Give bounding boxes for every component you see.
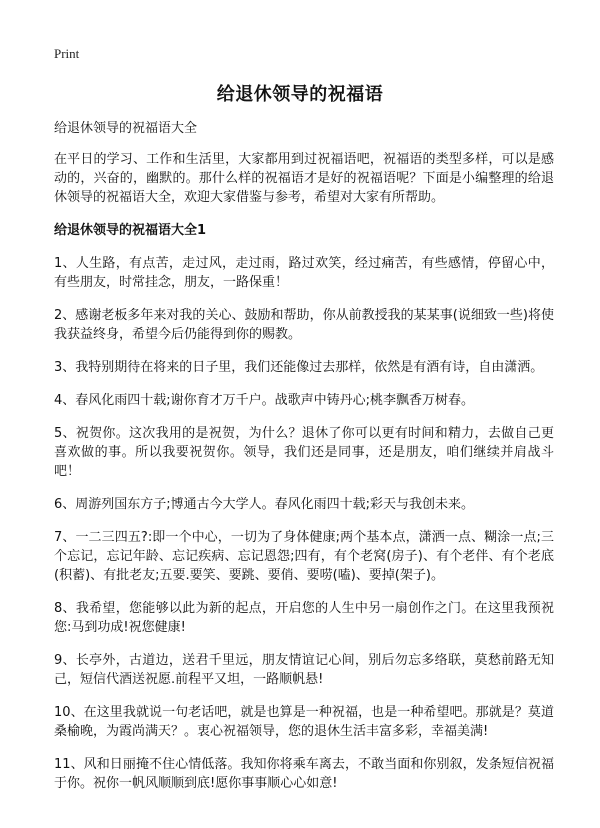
- blessing-item-2: 2、感谢老板多年来对我的关心、鼓励和帮助，你从前教授我的某某事(说细致一些)将使我获益终身，希望今后仍能得到你的赐教。: [54, 308, 554, 342]
- blessing-item-11: 11、风和日丽掩不住心情低落。我知你将乘车离去，不敢当面和你别叙，发条短信祝福于你。祝你一帆风顺顺到底!愿你事事顺心心如意!: [54, 757, 554, 791]
- blessing-item-10: 10、在这里我就说一句老话吧，就是也算是一种祝福，也是一种希望吧。那就是？莫道桑榆晚，为霞尚满天？。衷心祝福领导，您的退休生活丰富多彩，幸福美满!: [54, 705, 554, 739]
- blessing-item-3: 3、我特别期待在将来的日子里，我们还能像过去那样，依然是有酒有诗，自由潇洒。: [54, 360, 544, 375]
- blessing-item-4: 4、春风化雨四十载;谢你育才万千户。战歌声中铸丹心;桃李飘香万树春。: [54, 393, 475, 408]
- blessing-item-7: 7、一二三四五?:即一个中心，一切为了身体健康;两个基本点，潇洒一点、糊涂一点;三个忘记，忘记年龄、忘记疾病、忘记恩怨;四有，有个老窝(房子)、有个老伴、有个老底(积蓄)、有批老友;五要.要笑、要跳、要俏、要唠(嗑)、要掉(架子)。: [54, 530, 554, 583]
- page-title: 给退休领导的祝福语: [216, 84, 384, 105]
- print-link[interactable]: Print: [54, 46, 80, 61]
- section-heading: 给退休领导的祝福语大全1: [54, 223, 207, 238]
- article-subtitle: 给退休领导的祝福语大全: [54, 121, 198, 136]
- blessing-item-6: 6、周游列国东方子;博通古今大学人。春风化雨四十载;彩天与我创未来。: [54, 497, 475, 512]
- intro-paragraph: 在平日的学习、工作和生活里，大家都用到过祝福语吧，祝福语的类型多样，可以是感动的，兴奋的，幽默的。那什么样的祝福语才是好的祝福语呢？下面是小编整理的给退休领导的祝福语大全，欢迎大家借鉴与参考，希望对大家有所帮助。: [54, 152, 554, 205]
- article-body: [54, 120, 554, 807]
- blessing-item-5: 5、祝贺你。这次我用的是祝贺，为什么？退休了你可以更有时间和精力，去做自己更喜欢做的事。所以我要祝贺你。领导，我们还是同事，还是朋友，咱们继续并肩战斗吧！: [54, 426, 554, 479]
- blessing-item-8: 8、我希望，您能够以此为新的起点，开启您的人生中另一扇创作之门。在这里我预祝您:马到功成!祝您健康!: [54, 601, 554, 635]
- blessing-item-1: 1、人生路，有点苦，走过风，走过雨，路过欢笑，经过痛苦，有些感情，停留心中，有些朋友，时常挂念，朋友，一路保重！: [54, 256, 554, 290]
- blessing-item-9: 9、长亭外，古道边，送君千里远，朋友情谊记心间，别后勿忘多络联，莫愁前路无知己，短信代酒送祝愿.前程平又坦，一路顺帆悬!: [54, 653, 554, 687]
